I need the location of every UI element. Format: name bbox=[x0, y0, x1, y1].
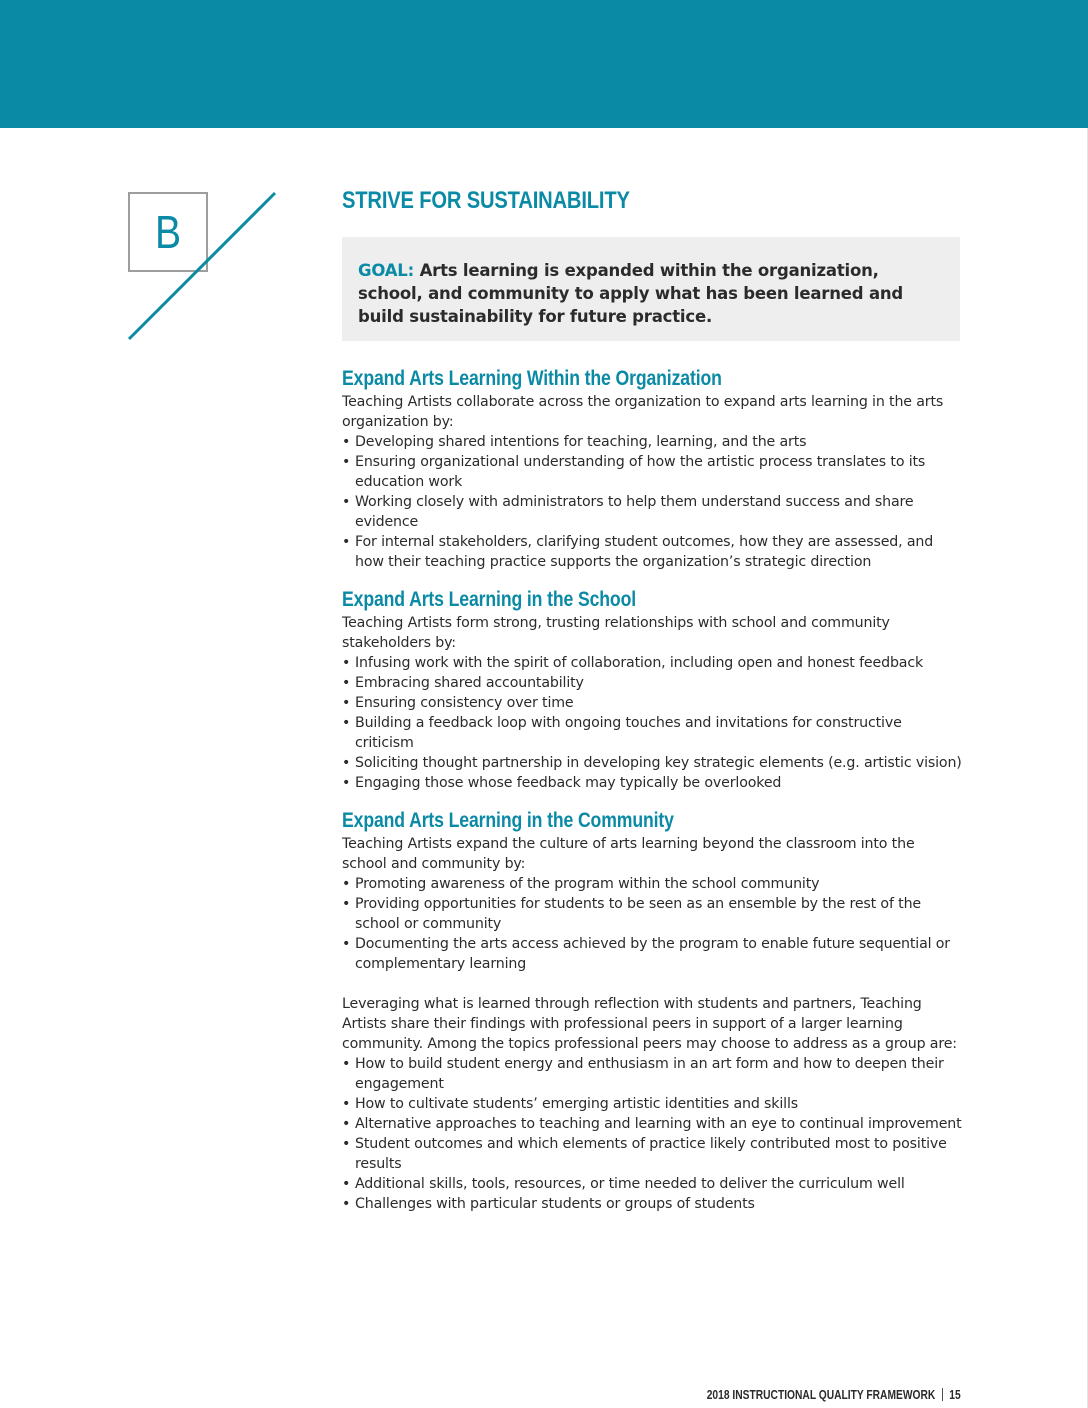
list-item: • Embracing shared accountability bbox=[342, 673, 962, 693]
section-community bbox=[342, 808, 962, 974]
bullet-list bbox=[342, 1054, 962, 1214]
diagonal-slash-decoration bbox=[0, 0, 300, 360]
bullet-list bbox=[342, 432, 962, 572]
list-item: • Building a feedback loop with ongoing touches and invitations for constructive criticism bbox=[342, 713, 962, 753]
section-school bbox=[342, 587, 962, 793]
list-item: • Student outcomes and which elements of practice likely contributed most to positive results bbox=[342, 1134, 962, 1174]
list-item: • Developing shared intentions for teaching, learning, and the arts bbox=[342, 432, 962, 452]
list-item: • Providing opportunities for students to be seen as an ensemble by the rest of the school or community bbox=[342, 894, 962, 934]
page-number: 15 bbox=[949, 1388, 961, 1402]
section-intro: Teaching Artists collaborate across the organization to expand arts learning in the arts organization by: bbox=[342, 394, 944, 430]
section-intro: Teaching Artists form strong, trusting relationships with school and community stakeholders by: bbox=[342, 615, 890, 651]
page-footer bbox=[707, 1388, 961, 1402]
list-item: • Challenges with particular students or groups of students bbox=[342, 1194, 962, 1214]
goal-statement bbox=[358, 259, 940, 328]
section-heading: Expand Arts Learning in the School bbox=[342, 588, 636, 611]
list-item: • How to cultivate students’ emerging artistic identities and skills bbox=[342, 1094, 962, 1114]
closing-intro: Leveraging what is learned through reflection with students and partners, Teaching Artists share their findings with professional peers in support of a larger learning community. Among the topics professional peers may choose to address as a group are: bbox=[342, 996, 957, 1052]
footer-title: 2018 INSTRUCTIONAL QUALITY FRAMEWORK bbox=[707, 1388, 936, 1402]
bullet-list bbox=[342, 653, 962, 793]
footer-separator bbox=[942, 1388, 943, 1401]
main-content bbox=[342, 366, 962, 1214]
goal-box bbox=[342, 237, 960, 341]
closing-section bbox=[342, 994, 962, 1214]
page-title: STRIVE FOR SUSTAINABILITY bbox=[342, 187, 630, 214]
list-item: • Promoting awareness of the program within the school community bbox=[342, 874, 962, 894]
list-item: • Engaging those whose feedback may typically be overlooked bbox=[342, 773, 962, 793]
list-item: • Ensuring organizational understanding of how the artistic process translates to its education work bbox=[342, 452, 962, 492]
list-item: • Alternative approaches to teaching and learning with an eye to continual improvement bbox=[342, 1114, 962, 1134]
list-item: • For internal stakeholders, clarifying student outcomes, how they are assessed, and how their teaching practice supports the organization’s strategic direction bbox=[342, 532, 962, 572]
section-heading: Expand Arts Learning Within the Organization bbox=[342, 367, 722, 390]
list-item: • Soliciting thought partnership in developing key strategic elements (e.g. artistic vision) bbox=[342, 753, 962, 773]
list-item: • Infusing work with the spirit of collaboration, including open and honest feedback bbox=[342, 653, 962, 673]
list-item: • Ensuring consistency over time bbox=[342, 693, 962, 713]
bullet-list bbox=[342, 874, 962, 974]
goal-text: Arts learning is expanded within the organization, school, and community to apply what has been learned and build sustainability for future practice. bbox=[358, 261, 904, 326]
list-item: • Working closely with administrators to help them understand success and share evidence bbox=[342, 492, 962, 532]
goal-label: GOAL: bbox=[358, 261, 415, 280]
list-item: • Additional skills, tools, resources, or time needed to deliver the curriculum well bbox=[342, 1174, 962, 1194]
section-intro: Teaching Artists expand the culture of arts learning beyond the classroom into the school and community by: bbox=[342, 836, 915, 872]
list-item: • Documenting the arts access achieved by the program to enable future sequential or complementary learning bbox=[342, 934, 962, 974]
list-item: • How to build student energy and enthusiasm in an art form and how to deepen their engagement bbox=[342, 1054, 962, 1094]
section-organization bbox=[342, 366, 962, 572]
section-heading: Expand Arts Learning in the Community bbox=[342, 809, 674, 832]
section-letter: B bbox=[154, 206, 182, 258]
